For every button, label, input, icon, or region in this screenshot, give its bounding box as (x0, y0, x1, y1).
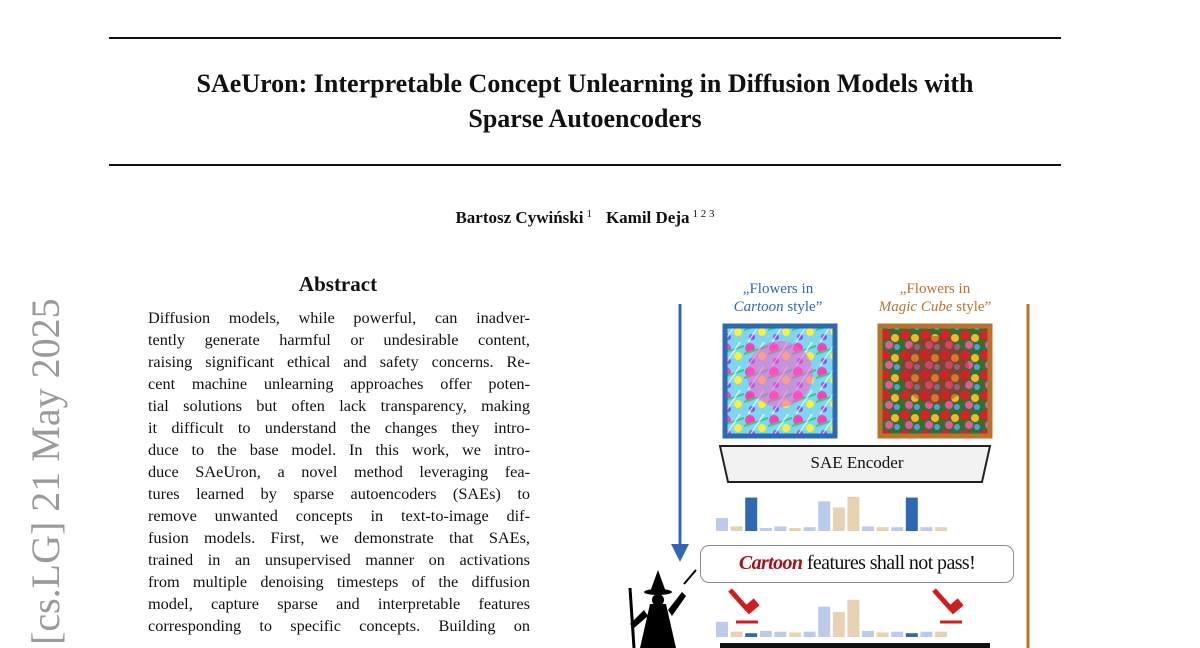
title-line-2: Sparse Autoencoders (468, 104, 702, 133)
paper-title (109, 66, 1061, 136)
abstract-line: tial solutions but often lack transparency, making (148, 396, 530, 415)
feature-bar (804, 527, 816, 531)
speech-bubble (700, 545, 1014, 583)
title-top-rule (109, 37, 1061, 39)
feature-bar (906, 633, 918, 637)
prompt-caption-line: „Flowers in (899, 281, 971, 297)
feature-bar (862, 526, 874, 531)
feature-bar (789, 528, 801, 531)
abstract-line: corresponding to specific concepts. Building on (148, 616, 530, 635)
abstract-line: model, capture sparse and interpretable features (148, 594, 530, 613)
sae-encoder-label: SAE Encoder (810, 453, 904, 472)
feature-bar (891, 527, 903, 531)
feature-bar (731, 526, 743, 531)
abstract-line: tently generate harmful or undesirable content, (148, 330, 530, 349)
prompt-caption-line: „Flowers in (742, 281, 814, 297)
abstract-line: from multiple denoising timesteps of the diffusion (148, 572, 530, 591)
feature-bar (745, 633, 757, 637)
abstract-line: duce to the base model. In this work, we intro- (148, 440, 530, 459)
bubble-text: features shall not pass! (802, 552, 976, 574)
abstract-body (148, 307, 530, 637)
abstract-line: duce SAeUron, a novel method leveraging fea- (148, 462, 530, 481)
feature-bar (935, 632, 947, 637)
prompt-caption-suffix: style” (783, 299, 823, 315)
wizard-silhouette-icon (630, 570, 696, 648)
sae-decoder-block-edge (720, 643, 990, 648)
feature-bar (789, 632, 801, 637)
feature-bar (920, 527, 932, 531)
hammer-icon (934, 590, 964, 622)
feature-bar (716, 518, 728, 531)
feature-bar (731, 632, 743, 637)
style-name: Cartoon (733, 299, 784, 315)
feature-bar (891, 632, 903, 637)
feature-bar (774, 632, 786, 637)
abstract-line: trained in an unsupervised manner on activations (148, 550, 530, 569)
magic-cube-bouquet-shape (901, 336, 969, 404)
author-affiliation: 1 2 3 (692, 208, 715, 220)
abstract-heading: Abstract (298, 272, 378, 296)
abstract-line: fusion models. First, we demonstrate that SAEs, (148, 528, 530, 547)
feature-bar (935, 527, 947, 531)
feature-bar (862, 631, 874, 637)
bubble-emphasis: Cartoon (738, 552, 803, 574)
feature-bar (760, 631, 772, 637)
feature-bar (804, 632, 816, 637)
abstract-line: cent machine unlearning approaches offer poten- (148, 374, 530, 393)
feature-bar (877, 527, 889, 531)
feature-bar (818, 501, 830, 531)
feature-bar (745, 498, 757, 531)
feature-activations-before (716, 497, 947, 531)
author-list (0, 208, 1170, 228)
feature-bar (877, 632, 889, 637)
abstract-line: Diffusion models, while powerful, can inadver- (148, 308, 530, 327)
author-affiliation: 1 (586, 208, 592, 220)
feature-bar (833, 507, 845, 531)
abstract-line: raising significant ethical and safety concerns. Re- (148, 352, 530, 371)
blue-flow-arrowhead (671, 544, 689, 562)
title-line-1: SAeUron: Interpretable Concept Unlearning in Diffusion Models with (196, 69, 974, 98)
feature-bar (906, 498, 918, 531)
style-name: Magic Cube (878, 299, 953, 315)
feature-bar (920, 632, 932, 637)
feature-bar (833, 612, 845, 637)
hammer-icon (730, 590, 760, 622)
feature-bar (716, 622, 728, 637)
feature-bar (847, 600, 859, 637)
author-name: Bartosz Cywiński (455, 208, 584, 227)
arxiv-sidebar-stamp: [cs.LG] 21 May 2025 (23, 298, 68, 645)
abstract-line: remove unwanted concepts in text-to-image dif- (148, 506, 530, 525)
feature-bar (847, 497, 859, 531)
abstract-line: tures learned by sparse autoencoders (SAEs) to (148, 484, 530, 503)
title-bottom-rule (109, 164, 1061, 166)
author-name: Kamil Deja (605, 208, 690, 227)
prompt-caption-suffix: style” (952, 299, 992, 315)
feature-bar (818, 607, 830, 637)
cartoon-bouquet-shape (747, 341, 813, 407)
feature-bar (760, 528, 772, 531)
feature-bar (774, 526, 786, 531)
abstract-line: it difficult to understand the changes they intro- (148, 418, 530, 437)
